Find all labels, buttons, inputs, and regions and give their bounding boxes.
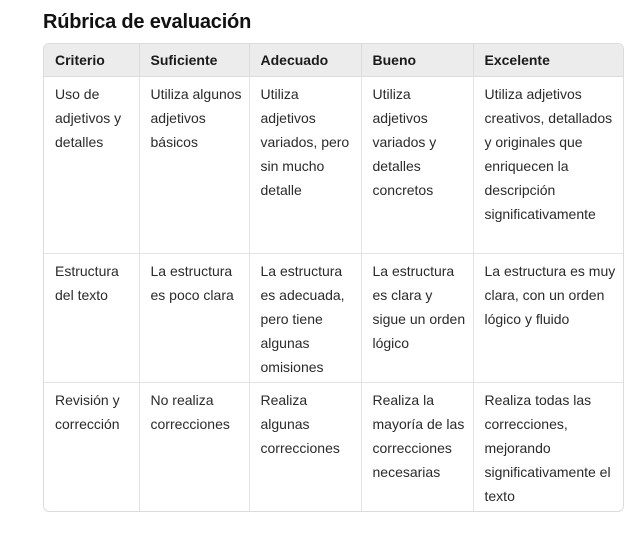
header-suficiente: Suficiente <box>139 44 249 77</box>
cell-criterio: Revisión y corrección <box>44 383 139 512</box>
cell-criterio: Estructura del texto <box>44 254 139 383</box>
table-row <box>44 254 623 383</box>
cell-excelente: Utiliza adjetivos creativos, detallados y originales que enriquecen la descripción significativamente <box>473 77 623 254</box>
cell-suficiente: La estructura es poco clara <box>139 254 249 383</box>
rubric-title: Rúbrica de evaluación <box>43 11 252 33</box>
cell-adecuado: Utiliza adjetivos variados, pero sin mucho detalle <box>249 77 361 254</box>
cell-criterio: Uso de adjetivos y detalles <box>44 77 139 254</box>
table-row <box>44 383 623 512</box>
header-bueno: Bueno <box>361 44 473 77</box>
rubric-table <box>44 44 623 511</box>
rubric-table-container <box>43 43 624 512</box>
cell-excelente: Realiza todas las correcciones, mejorando significativamente el texto <box>484 392 611 504</box>
cell-adecuado: La estructura es adecuada, pero tiene algunas omisiones <box>249 254 361 383</box>
cell-bueno: Utiliza adjetivos variados y detalles concretos <box>361 77 473 254</box>
cell-adecuado: Realiza algunas correcciones <box>249 383 361 512</box>
cell-bueno: Realiza la mayoría de las correcciones necesarias <box>361 383 473 512</box>
table-row <box>44 77 623 254</box>
cell-excelente: La estructura es muy clara, con un orden lógico y fluido <box>473 254 623 383</box>
cell-bueno: La estructura es clara y sigue un orden lógico <box>361 254 473 383</box>
header-adecuado: Adecuado <box>249 44 361 77</box>
cell-suficiente: No realiza correcciones <box>139 383 249 512</box>
table-header-row <box>44 44 623 77</box>
cell-suficiente: Utiliza algunos adjetivos básicos <box>139 77 249 254</box>
header-criterio: Criterio <box>44 44 139 77</box>
header-excelente: Excelente <box>473 44 623 77</box>
